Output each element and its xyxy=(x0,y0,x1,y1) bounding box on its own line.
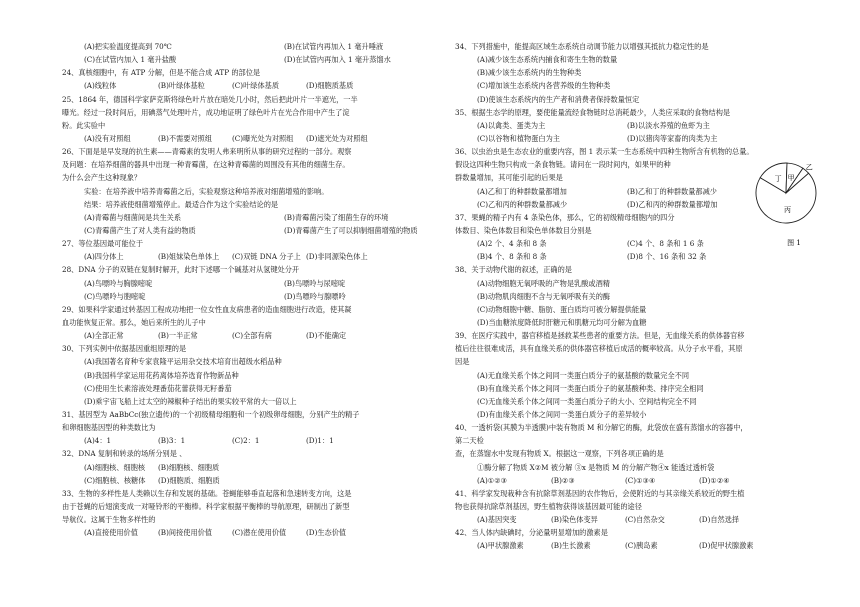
question-line: 33、生物的多样性是人类赖以生存和发展的基础。苍蝇能够垂直起落和急速转变方向，这是 xyxy=(62,488,352,498)
question-line: 29、如果科学家通过转基因工程成功地把一位女性血友病患者的造血细胞进行改造，使其凝 xyxy=(62,304,352,314)
question-text: (B)动物肌肉细胞不含与无氧呼吸有关的酶 xyxy=(477,291,611,301)
answer-option: (D)①②④ xyxy=(699,475,730,485)
question-line: 曝光。经过一段时间后，用碘蒸气处理叶片，成功地证明了绿色叶片在光合作用中产生了淀 xyxy=(62,107,350,117)
answer-options-row xyxy=(62,79,452,92)
question-line: 30、下列实例中依据基因重组原理的是 xyxy=(62,344,187,354)
answer-option: (C)自然杂交 xyxy=(625,515,665,525)
answer-options-row xyxy=(62,277,452,290)
answer-option: (C)在试管内加入 1 毫升盐酸 xyxy=(84,55,177,65)
answer-option: (C)4 个、8 条和 1 6 条 xyxy=(627,239,704,249)
right-column xyxy=(455,40,807,552)
answer-option: (D)青霉菌产生了可以抑制细菌增殖的物质 xyxy=(284,225,418,235)
answer-options-row xyxy=(62,329,452,342)
answer-option: (A)2 个、4 条和 8 条 xyxy=(477,239,547,249)
answer-option: (D)1：1 xyxy=(306,436,334,446)
answer-options-row xyxy=(62,211,452,224)
answer-option: (D)在试管内再加入 1 毫升蒸馏水 xyxy=(284,55,391,65)
question-line: 由于苍蝇的后翅演变成一对哑铃形的平衡棒。科学家根据平衡棒的导航原理，研制出了新型 xyxy=(62,501,350,511)
answer-options-row xyxy=(62,132,452,145)
pie-slice-label: 甲 xyxy=(787,173,795,182)
answer-option: (A)甲状腺激素 xyxy=(477,541,524,551)
answer-option xyxy=(306,461,380,474)
question-text: (C)动物细胞中糖、脂肪、蛋白质均可被分解提供能量 xyxy=(477,304,647,314)
question-line: 假设这四种生物只构成一条食物链。请问在一段时间内，如果甲的种 xyxy=(455,160,671,170)
answer-option: (B)细胞核、细胞质 xyxy=(158,462,220,472)
answer-option: (B)间接使用价值 xyxy=(158,528,213,538)
answer-option: (A)基因突变 xyxy=(477,515,517,525)
answer-options-row xyxy=(62,474,452,487)
answer-option: (D)非同源染色体上 xyxy=(306,252,368,262)
pie-slice-label: 乙 xyxy=(805,163,813,172)
answer-option: (C)胰岛素 xyxy=(625,541,658,551)
answer-options-row xyxy=(62,461,452,474)
answer-options-row xyxy=(455,119,807,132)
answer-options-row xyxy=(455,513,807,526)
question-text: (B)减少该生态系统内的生物种类 xyxy=(477,68,582,78)
answer-option: (B)生长激素 xyxy=(551,541,591,551)
question-line: 26、下面是是早发现的抗生素——青霉素的发明人弗来明所从事的研究过程的一部分。观察 xyxy=(62,147,352,157)
question-line: 和卵细胞基因型的种类数比为 xyxy=(62,423,156,433)
answer-option: (A)四分体上 xyxy=(84,252,124,262)
question-line: 血功能恢复正常。那么，她后来所生的儿子中 xyxy=(62,317,206,327)
question-text: (A)动物细胞无氧呼吸的产物是乳酸或酒精 xyxy=(477,278,610,288)
answer-option: (B)染色体变异 xyxy=(551,515,598,525)
answer-option: (A)把实验温度提高到 70℃ xyxy=(84,42,172,51)
answer-option: (D)自然选择 xyxy=(699,515,740,525)
answer-option: (A)青霉菌与细菌间是共生关系 xyxy=(84,212,182,222)
answer-option: (A)细胞核、细胞核 xyxy=(84,462,146,472)
question-line: 39、在医疗实践中，器官移植是拯救某些患者的重要方法。但是，无血缘关系的供体器官移 xyxy=(455,331,745,341)
answer-options-row xyxy=(62,250,452,263)
answer-option xyxy=(306,474,380,487)
question-line: 植后往往很难成活，具有血缘关系的供体器官移植后成活的概率较高。从分子水平看，其原 xyxy=(455,344,743,354)
answer-option xyxy=(232,461,306,474)
answer-option: (D)细胞质基质 xyxy=(306,81,354,91)
question-text: (A)我国著名育种专家袁隆平运用杂交技术培育出超级水稻品种 xyxy=(84,357,282,367)
answer-option: (A)4：1 xyxy=(84,436,112,446)
question-line: 28、DNA 分子的双链在复制时解开，此时下述哪一个碱基对从氢键处分开 xyxy=(62,265,300,275)
answer-option: (B)3：1 xyxy=(158,436,186,446)
answer-option: (A)线粒体 xyxy=(84,81,117,91)
question-text: (D)乘宇宙飞船上过太空的辣椒种子结出的果实较平常的大一倍以上 xyxy=(84,396,297,406)
question-line: 查，在蒸馏水中发现有物质 X。根据这一观察，下列各项正确的是 xyxy=(455,449,664,459)
question-line: 第二天检 xyxy=(455,436,484,446)
answer-option: (A)全部正常 xyxy=(84,331,124,341)
question-text: (A)无血缘关系个体之间同一类蛋白质分子的氨基酸的数量完全不同 xyxy=(477,370,690,380)
question-text: (D)有血缘关系个体之间同一类蛋白质分子的差异较小 xyxy=(477,409,647,419)
question-line: 及问题：在培养细菌的器具中出现一种青霉菌，在这种青霉菌的周围没有其他的细菌生存。 xyxy=(62,160,350,170)
answer-option: (C)①③④ xyxy=(625,475,656,485)
answer-option: (B)4 个、8 条和 8 条 xyxy=(477,252,547,262)
question-line: 36、以虫治虫是生态农业的重要内容，图 1 表示某一生态系统中四种生物所含有机物的总量。 xyxy=(455,147,754,157)
question-text: 实验：在培养液中培养青霉菌之后，实验观察这种培养液对细菌增殖的影响。 xyxy=(84,186,329,196)
question-line: 因是 xyxy=(455,357,470,367)
answer-options-row xyxy=(455,132,807,145)
question-line: 38、关于动物代谢的叙述，正确的是 xyxy=(455,265,572,275)
figure-caption: 图 1 xyxy=(787,239,801,247)
question-line: 27、等位基因最可能位于 xyxy=(62,239,144,249)
answer-option: (B)在试管内再加入 1 毫升唾液 xyxy=(284,42,384,51)
answer-option: (B)青霉菌污染了细菌生存的环境 xyxy=(284,212,389,222)
answer-option: (A)①②③ xyxy=(477,475,508,485)
question-line: 34、下列措施中，能提高区域生态系统自动调节能力以增强其抵抗力稳定性的是 xyxy=(455,42,709,51)
answer-options-row xyxy=(455,539,807,552)
answer-options-row xyxy=(62,526,452,539)
question-line: 41、科学家发现栽种含有抗除草剂基因的农作物后，会使附近的与其亲缘关系较近的野生植 xyxy=(455,488,745,498)
answer-option: (C)2：1 xyxy=(232,436,260,446)
answer-options-row xyxy=(62,40,452,53)
answer-option: (A)以禽类、蛋类为主 xyxy=(477,120,546,130)
answer-option: (B)姐妹染色单体上 xyxy=(158,252,220,262)
answer-option: (C)青霉菌产生了对人类有益的物质 xyxy=(84,225,196,235)
answer-option: (B)一半正常 xyxy=(158,331,198,341)
question-line: 物也获得抗除草剂基因，野生植物获得该基因最可能的途径 xyxy=(455,501,642,511)
answer-option: (A)鸟嘌呤与胸腺嘧啶 xyxy=(84,278,153,288)
answer-option: (D)不能确定 xyxy=(306,331,347,341)
answer-option: (C)双链 DNA 分子上 xyxy=(232,252,301,262)
question-text: (B)我国科学家运用花药离体培养选育作物新品种 xyxy=(84,370,239,380)
answer-option: (D)鸟嘌呤与腺嘌呤 xyxy=(284,291,346,301)
answer-option: (D)8 个、16 条和 32 条 xyxy=(627,252,707,262)
answer-option: (C)叶绿体基质 xyxy=(232,81,280,91)
answer-option: (D)以猪肉等家畜的肉类为主 xyxy=(627,133,718,143)
answer-options-row xyxy=(62,53,452,66)
answer-options-row xyxy=(455,474,807,487)
question-text: (B)有血缘关系个体之间同一类蛋白质分子的氨基酸种类、排序完全相同 xyxy=(477,383,704,393)
answer-option: (B)乙和丁的种群数量都减少 xyxy=(627,186,717,196)
answer-option: (C)曝光处为对照组 xyxy=(232,133,294,143)
question-line: 35、根据生态学的原理，要使能量流经食物链时总消耗最少，人类应采取的食物结构是 xyxy=(455,107,731,117)
answer-option: (C)潜在使用价值 xyxy=(232,528,287,538)
question-line: 25、1864 年，德国科学家萨克斯将绿色叶片放在暗处几小时，然后把此叶片一半遮光，一半 xyxy=(62,94,358,104)
answer-option: (D)生态价值 xyxy=(306,528,347,538)
answer-option: (A)乙和丁的种群数量都增加 xyxy=(477,186,567,196)
answer-option: (A)直接使用价值 xyxy=(84,528,138,538)
answer-option: (D)细胞质、细胞质 xyxy=(158,475,220,485)
answer-option: (D)乙和丙的种群数量都增加 xyxy=(627,199,718,209)
question-text: (A)减少该生态系统内捕食和寄生生物的数量 xyxy=(477,55,618,65)
answer-option: (B)以淡水养殖的鱼虾为主 xyxy=(627,120,710,130)
question-line: 24、真核细胞中，有 ATP 分解，但是不能合成 ATP 的部位是 xyxy=(62,68,261,78)
answer-option: (D)促甲状腺激素 xyxy=(699,541,754,551)
answer-option: (D)遮光处为对照组 xyxy=(306,133,368,143)
answer-option xyxy=(232,474,306,487)
question-text: (C)使用生长素溶液处理番茄花蕾获得无籽番茄 xyxy=(84,383,232,393)
figure-1-pie-chart xyxy=(746,153,826,253)
question-text: (D)使该生态系统内的生产者和消费者保持数量恒定 xyxy=(477,94,640,104)
question-line: 40、一透析袋(其膜为半透膜)中装有物质 M 和分解它的酶，此袋放在盛有蒸馏水的容器中， xyxy=(455,423,748,433)
pie-slice-label: 丙 xyxy=(784,205,792,214)
answer-option: (B)不需要对照组 xyxy=(158,133,213,143)
pie-svg xyxy=(746,153,826,253)
answer-option: (C)全部有病 xyxy=(232,331,272,341)
question-text: ①酶分解了物质 X②M 被分解 ③x 是物质 M 的分解产物④x 能透过透析袋 xyxy=(477,462,715,472)
pie-slice-label: 丁 xyxy=(774,175,782,184)
question-text: (C)无血缘关系个体之间同一类蛋白质分子的大小、空间结构完全不同 xyxy=(477,396,697,406)
question-line: 粉。此实验中 xyxy=(62,120,106,130)
question-line: 群数量增加，其可能引起的后果是 xyxy=(455,173,563,183)
question-line: 导航仪。这属于生物多样性的 xyxy=(62,515,156,525)
answer-option: (A)没有对照组 xyxy=(84,133,131,143)
answer-option: (C)以谷物和植物蛋白为主 xyxy=(477,133,560,143)
left-column xyxy=(62,40,452,539)
question-line: 32、DNA 复制和转录的场所分别是 、 xyxy=(62,449,187,459)
answer-options-row xyxy=(62,290,452,303)
question-line: 体数目、染色体数目和染色单体数目分别是 xyxy=(455,225,592,235)
question-text: (D)当血糖浓度降低时肝糖元和肌糖元均可分解为血糖 xyxy=(477,317,647,327)
question-line: 为什么会产生这种现象？ xyxy=(62,173,142,183)
question-line: 37、果蝇的精子内有 4 条染色体，那么，它的初级精母细胞内的四分 xyxy=(455,212,675,222)
answer-option: (B)叶绿体基粒 xyxy=(158,81,205,91)
question-line: 31、基因型为 AaBbCc(独立遗传)的一个初级精母细胞和一个初级卵母细胞，分别产生的精子 xyxy=(62,409,360,419)
answer-option: (C)乙和丙的种群数量都减少 xyxy=(477,199,568,209)
answer-options-row xyxy=(62,434,452,447)
answer-option: (C)细胞核、核糖体 xyxy=(84,475,146,485)
answer-option: (C)鸟嘌呤与胞嘧啶 xyxy=(84,291,146,301)
answer-option: (B)鸟嘌呤与尿嘧啶 xyxy=(284,278,346,288)
answer-option: (B)②③ xyxy=(551,475,575,485)
question-text: (C)增加该生态系统内各营养级的生物种类 xyxy=(477,81,611,91)
question-line: 42、当人体内缺碘时，分泌量明显增加的激素是 xyxy=(455,528,608,538)
answer-options-row xyxy=(62,224,452,237)
question-text: 结果：培养液使细菌增殖停止。最适合作为这个实验结论的是 xyxy=(84,199,279,209)
